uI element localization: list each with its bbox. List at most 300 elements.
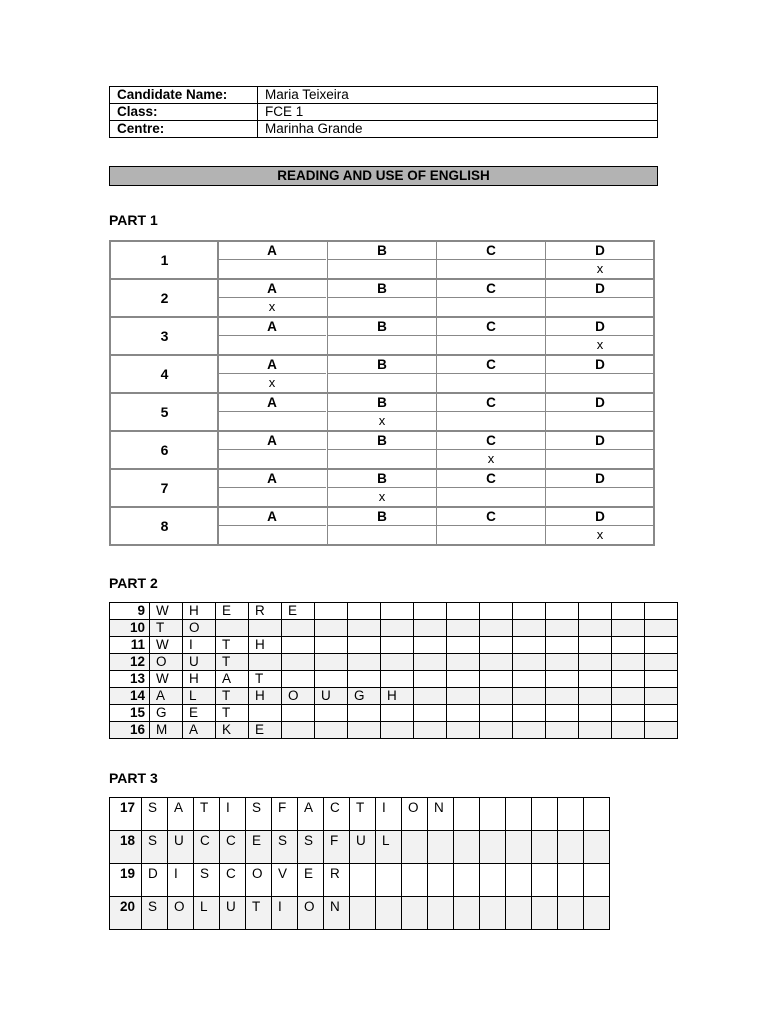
letter-box[interactable]: S [246, 798, 272, 831]
letter-box[interactable] [381, 671, 414, 688]
answer-option-b[interactable] [327, 356, 436, 392]
letter-box[interactable] [645, 722, 678, 739]
part2-answer-grid [109, 602, 678, 739]
option-letter: C [437, 432, 545, 450]
letter-box[interactable]: I [376, 798, 402, 831]
letter-box[interactable] [348, 603, 381, 620]
letter-box[interactable]: T [246, 897, 272, 930]
answer-options [217, 354, 655, 394]
letter-box[interactable] [480, 897, 506, 930]
letter-box[interactable] [546, 671, 579, 688]
letter-box[interactable]: N [428, 798, 454, 831]
letter-box[interactable] [414, 705, 447, 722]
letter-box[interactable] [612, 637, 645, 654]
letter-box[interactable]: T [216, 688, 249, 705]
option-letter: D [546, 318, 654, 336]
option-letter: A [218, 394, 326, 412]
letter-box[interactable] [282, 705, 315, 722]
question-number: 17 [110, 798, 142, 831]
letter-box[interactable] [546, 637, 579, 654]
letter-box[interactable] [612, 603, 645, 620]
answer-option-a[interactable] [218, 432, 326, 468]
answer-option-b[interactable] [327, 432, 436, 468]
letter-box[interactable] [558, 864, 584, 897]
candidate-name-value: Maria Teixeira [258, 87, 658, 104]
letter-box[interactable]: E [298, 864, 324, 897]
answer-mark: x [268, 299, 276, 314]
letter-box[interactable] [428, 864, 454, 897]
letter-box[interactable] [558, 831, 584, 864]
letter-box[interactable] [645, 688, 678, 705]
option-letter: C [437, 394, 545, 412]
letter-box[interactable] [645, 603, 678, 620]
answer-mark [437, 488, 545, 506]
letter-box[interactable] [447, 722, 480, 739]
answer-option-a[interactable] [218, 242, 326, 278]
letter-box[interactable] [454, 798, 480, 831]
question-number: 8 [109, 506, 219, 546]
letter-box[interactable] [315, 671, 348, 688]
letter-box[interactable]: L [194, 897, 220, 930]
letter-box[interactable]: H [249, 637, 282, 654]
letter-box[interactable]: T [194, 798, 220, 831]
letter-box[interactable]: T [350, 798, 376, 831]
letter-box[interactable]: O [246, 864, 272, 897]
part3-answer-row [110, 897, 610, 930]
letter-box[interactable] [381, 637, 414, 654]
letter-box[interactable] [480, 654, 513, 671]
letter-box[interactable] [447, 688, 480, 705]
part1-question-row [109, 316, 656, 354]
candidate-info-table [109, 86, 658, 138]
letter-box[interactable]: T [249, 671, 282, 688]
candidate-name-row [110, 87, 658, 104]
letter-box[interactable] [348, 620, 381, 637]
letter-box[interactable] [402, 864, 428, 897]
letter-box[interactable] [480, 705, 513, 722]
option-letter: C [437, 508, 545, 526]
answer-option-b[interactable] [327, 470, 436, 506]
answer-mark [546, 374, 654, 392]
letter-box[interactable]: I [168, 864, 194, 897]
part3-answer-row [110, 864, 610, 897]
letter-box[interactable] [348, 654, 381, 671]
letter-box[interactable] [513, 688, 546, 705]
answer-mark: x [378, 413, 386, 428]
letter-box[interactable] [612, 705, 645, 722]
letter-box[interactable] [579, 688, 612, 705]
letter-box[interactable] [579, 620, 612, 637]
answer-mark [437, 336, 545, 354]
letter-box[interactable] [447, 654, 480, 671]
answer-option-d[interactable] [545, 508, 654, 544]
answer-option-c[interactable] [436, 432, 545, 468]
letter-box[interactable]: O [282, 688, 315, 705]
option-letter: D [546, 508, 654, 526]
option-letter: D [546, 432, 654, 450]
answer-mark [218, 412, 326, 430]
letter-box[interactable]: W [150, 637, 183, 654]
letter-box[interactable] [454, 831, 480, 864]
answer-option-c[interactable] [436, 280, 545, 316]
letter-box[interactable] [315, 705, 348, 722]
letter-box[interactable] [480, 637, 513, 654]
letter-box[interactable] [480, 722, 513, 739]
letter-box[interactable] [645, 654, 678, 671]
letter-box[interactable] [414, 603, 447, 620]
letter-box[interactable]: S [272, 831, 298, 864]
question-number: 1 [109, 240, 219, 280]
answer-option-d[interactable] [545, 470, 654, 506]
letter-box[interactable] [546, 688, 579, 705]
letter-box[interactable] [447, 620, 480, 637]
letter-box[interactable]: H [381, 688, 414, 705]
answer-option-c[interactable] [436, 470, 545, 506]
letter-box[interactable]: E [183, 705, 216, 722]
letter-box[interactable] [348, 705, 381, 722]
letter-box[interactable] [480, 798, 506, 831]
letter-box[interactable] [348, 637, 381, 654]
part1-question-row [109, 354, 656, 392]
answer-option-b[interactable] [327, 280, 436, 316]
letter-box[interactable] [480, 688, 513, 705]
letter-box[interactable] [376, 864, 402, 897]
letter-box[interactable] [513, 620, 546, 637]
letter-box[interactable]: S [142, 831, 168, 864]
answer-option-d[interactable] [545, 356, 654, 392]
answer-option-d[interactable] [545, 394, 654, 430]
letter-box[interactable] [249, 620, 282, 637]
letter-box[interactable] [612, 654, 645, 671]
question-number: 15 [110, 705, 150, 722]
letter-box[interactable] [414, 654, 447, 671]
question-number: 4 [109, 354, 219, 394]
letter-box[interactable] [447, 637, 480, 654]
letter-box[interactable] [513, 722, 546, 739]
option-letter: C [437, 280, 545, 298]
letter-box[interactable] [579, 722, 612, 739]
option-letter: A [218, 432, 326, 450]
letter-box[interactable] [579, 671, 612, 688]
letter-box[interactable] [584, 798, 610, 831]
letter-box[interactable] [447, 671, 480, 688]
part1-question-row [109, 392, 656, 430]
letter-box[interactable] [348, 671, 381, 688]
letter-box[interactable] [532, 831, 558, 864]
letter-box[interactable]: L [183, 688, 216, 705]
option-letter: D [546, 280, 654, 298]
letter-box[interactable] [645, 620, 678, 637]
letter-box[interactable] [480, 603, 513, 620]
answer-option-c[interactable] [436, 356, 545, 392]
letter-box[interactable] [315, 603, 348, 620]
answer-option-c[interactable] [436, 318, 545, 354]
letter-box[interactable] [584, 897, 610, 930]
option-letter: B [328, 318, 436, 336]
letter-box[interactable]: U [220, 897, 246, 930]
letter-box[interactable] [282, 620, 315, 637]
answer-mark [328, 336, 436, 354]
letter-box[interactable] [546, 722, 579, 739]
answer-option-b[interactable] [327, 242, 436, 278]
letter-box[interactable] [414, 620, 447, 637]
letter-box[interactable] [546, 603, 579, 620]
option-letter: B [328, 356, 436, 374]
part1-question-row [109, 506, 656, 544]
letter-box[interactable]: U [350, 831, 376, 864]
part2-answer-row [110, 620, 678, 637]
letter-box[interactable] [558, 798, 584, 831]
letter-box[interactable] [447, 705, 480, 722]
answer-option-d[interactable] [545, 432, 654, 468]
letter-box[interactable] [402, 831, 428, 864]
letter-box[interactable] [428, 831, 454, 864]
letter-box[interactable] [350, 897, 376, 930]
letter-box[interactable] [513, 603, 546, 620]
letter-box[interactable]: F [272, 798, 298, 831]
letter-box[interactable]: E [246, 831, 272, 864]
letter-box[interactable]: G [150, 705, 183, 722]
letter-box[interactable]: E [282, 603, 315, 620]
letter-box[interactable] [612, 688, 645, 705]
letter-box[interactable]: A [216, 671, 249, 688]
letter-box[interactable] [315, 654, 348, 671]
letter-box[interactable] [579, 637, 612, 654]
letter-box[interactable]: I [220, 798, 246, 831]
letter-box[interactable]: S [298, 831, 324, 864]
part1-question-row [109, 430, 656, 468]
letter-box[interactable]: U [168, 831, 194, 864]
answer-option-d[interactable] [545, 280, 654, 316]
answer-mark: x [596, 337, 604, 352]
letter-box[interactable] [513, 671, 546, 688]
letter-box[interactable]: O [298, 897, 324, 930]
answer-option-a[interactable] [218, 470, 326, 506]
letter-box[interactable] [612, 671, 645, 688]
letter-box[interactable] [381, 722, 414, 739]
letter-box[interactable] [532, 798, 558, 831]
letter-box[interactable] [612, 722, 645, 739]
letter-box[interactable]: C [220, 864, 246, 897]
letter-box[interactable]: F [324, 831, 350, 864]
letter-box[interactable] [381, 654, 414, 671]
letter-box[interactable] [645, 637, 678, 654]
answer-mark [546, 412, 654, 430]
answer-option-b[interactable] [327, 508, 436, 544]
option-letter: A [218, 280, 326, 298]
letter-box[interactable] [381, 620, 414, 637]
letter-box[interactable]: H [183, 603, 216, 620]
letter-box[interactable] [513, 654, 546, 671]
part2-answer-row [110, 603, 678, 620]
letter-box[interactable] [480, 620, 513, 637]
answer-option-a[interactable] [218, 356, 326, 392]
answer-option-b[interactable] [327, 394, 436, 430]
part3-answer-row [110, 831, 610, 864]
letter-box[interactable]: K [216, 722, 249, 739]
letter-box[interactable] [546, 620, 579, 637]
answer-mark [218, 260, 326, 278]
letter-box[interactable]: H [249, 688, 282, 705]
letter-box[interactable] [376, 897, 402, 930]
candidate-name-label: Candidate Name: [110, 87, 258, 104]
answer-mark [328, 374, 436, 392]
answer-options [217, 392, 655, 432]
letter-box[interactable]: U [183, 654, 216, 671]
answer-option-a[interactable] [218, 318, 326, 354]
letter-box[interactable] [546, 654, 579, 671]
letter-box[interactable]: I [183, 637, 216, 654]
letter-box[interactable]: A [168, 798, 194, 831]
letter-box[interactable] [350, 864, 376, 897]
letter-box[interactable] [584, 864, 610, 897]
answer-option-c[interactable] [436, 242, 545, 278]
part2-title: PART 2 [109, 575, 158, 591]
letter-box[interactable] [532, 864, 558, 897]
letter-box[interactable]: O [168, 897, 194, 930]
answer-option-d[interactable] [545, 318, 654, 354]
letter-box[interactable]: S [142, 798, 168, 831]
letter-box[interactable] [315, 637, 348, 654]
part1-question-row [109, 468, 656, 506]
letter-box[interactable] [216, 620, 249, 637]
letter-box[interactable] [454, 864, 480, 897]
letter-box[interactable]: T [216, 705, 249, 722]
letter-box[interactable]: O [183, 620, 216, 637]
answer-mark: x [596, 261, 604, 276]
letter-box[interactable] [414, 671, 447, 688]
answer-option-a[interactable] [218, 280, 326, 316]
letter-box[interactable] [282, 722, 315, 739]
letter-box[interactable] [506, 798, 532, 831]
letter-box[interactable] [645, 705, 678, 722]
letter-box[interactable] [315, 620, 348, 637]
part2-answer-row [110, 722, 678, 739]
letter-box[interactable]: T [216, 654, 249, 671]
answer-option-b[interactable] [327, 318, 436, 354]
letter-box[interactable] [454, 897, 480, 930]
question-number: 13 [110, 671, 150, 688]
question-number: 3 [109, 316, 219, 356]
letter-box[interactable] [612, 620, 645, 637]
question-number: 9 [110, 603, 150, 620]
letter-box[interactable]: A [183, 722, 216, 739]
letter-box[interactable] [348, 722, 381, 739]
letter-box[interactable]: G [348, 688, 381, 705]
letter-box[interactable] [414, 722, 447, 739]
question-number: 16 [110, 722, 150, 739]
answer-option-a[interactable] [218, 394, 326, 430]
letter-box[interactable] [579, 654, 612, 671]
letter-box[interactable]: D [142, 864, 168, 897]
option-letter: D [546, 394, 654, 412]
letter-box[interactable]: T [150, 620, 183, 637]
letter-box[interactable]: T [216, 637, 249, 654]
letter-box[interactable]: E [249, 722, 282, 739]
letter-box[interactable]: R [249, 603, 282, 620]
class-label: Class: [110, 104, 258, 121]
letter-box[interactable]: C [194, 831, 220, 864]
letter-box[interactable] [402, 897, 428, 930]
letter-box[interactable]: H [183, 671, 216, 688]
letter-box[interactable] [480, 831, 506, 864]
class-value: FCE 1 [258, 104, 658, 121]
option-letter: B [328, 470, 436, 488]
letter-box[interactable] [513, 637, 546, 654]
letter-box[interactable] [480, 864, 506, 897]
answer-mark: x [268, 375, 276, 390]
answer-mark [328, 450, 436, 468]
letter-box[interactable] [506, 864, 532, 897]
letter-box[interactable] [414, 637, 447, 654]
letter-box[interactable]: S [142, 897, 168, 930]
part2-answer-row [110, 671, 678, 688]
letter-box[interactable] [282, 671, 315, 688]
letter-box[interactable]: W [150, 603, 183, 620]
letter-box[interactable] [506, 897, 532, 930]
letter-box[interactable] [513, 705, 546, 722]
letter-box[interactable] [480, 671, 513, 688]
option-letter: C [437, 356, 545, 374]
letter-box[interactable]: A [298, 798, 324, 831]
letter-box[interactable]: E [216, 603, 249, 620]
letter-box[interactable] [428, 897, 454, 930]
letter-box[interactable] [645, 671, 678, 688]
letter-box[interactable] [447, 603, 480, 620]
answer-mark [218, 336, 326, 354]
letter-box[interactable] [282, 654, 315, 671]
letter-box[interactable] [282, 637, 315, 654]
letter-box[interactable] [579, 603, 612, 620]
letter-box[interactable]: C [220, 831, 246, 864]
option-letter: C [437, 470, 545, 488]
letter-box[interactable]: V [272, 864, 298, 897]
letter-box[interactable] [546, 705, 579, 722]
letter-box[interactable] [381, 705, 414, 722]
letter-box[interactable]: U [315, 688, 348, 705]
letter-box[interactable] [249, 705, 282, 722]
letter-box[interactable] [381, 603, 414, 620]
part2-answer-row [110, 654, 678, 671]
answer-option-c[interactable] [436, 508, 545, 544]
answer-option-a[interactable] [218, 508, 326, 544]
letter-box[interactable]: I [272, 897, 298, 930]
letter-box[interactable]: L [376, 831, 402, 864]
letter-box[interactable]: M [150, 722, 183, 739]
letter-box[interactable]: C [324, 798, 350, 831]
answer-mark [437, 412, 545, 430]
answer-option-c[interactable] [436, 394, 545, 430]
letter-box[interactable]: W [150, 671, 183, 688]
letter-box[interactable] [579, 705, 612, 722]
question-number: 20 [110, 897, 142, 930]
letter-box[interactable]: N [324, 897, 350, 930]
letter-box[interactable] [558, 897, 584, 930]
letter-box[interactable] [506, 831, 532, 864]
letter-box[interactable]: A [150, 688, 183, 705]
letter-box[interactable]: O [150, 654, 183, 671]
letter-box[interactable] [249, 654, 282, 671]
letter-box[interactable] [584, 831, 610, 864]
letter-box[interactable]: O [402, 798, 428, 831]
letter-box[interactable] [532, 897, 558, 930]
letter-box[interactable] [414, 688, 447, 705]
letter-box[interactable]: S [194, 864, 220, 897]
answer-option-d[interactable] [545, 242, 654, 278]
letter-box[interactable] [315, 722, 348, 739]
letter-box[interactable]: R [324, 864, 350, 897]
answer-mark [218, 488, 326, 506]
